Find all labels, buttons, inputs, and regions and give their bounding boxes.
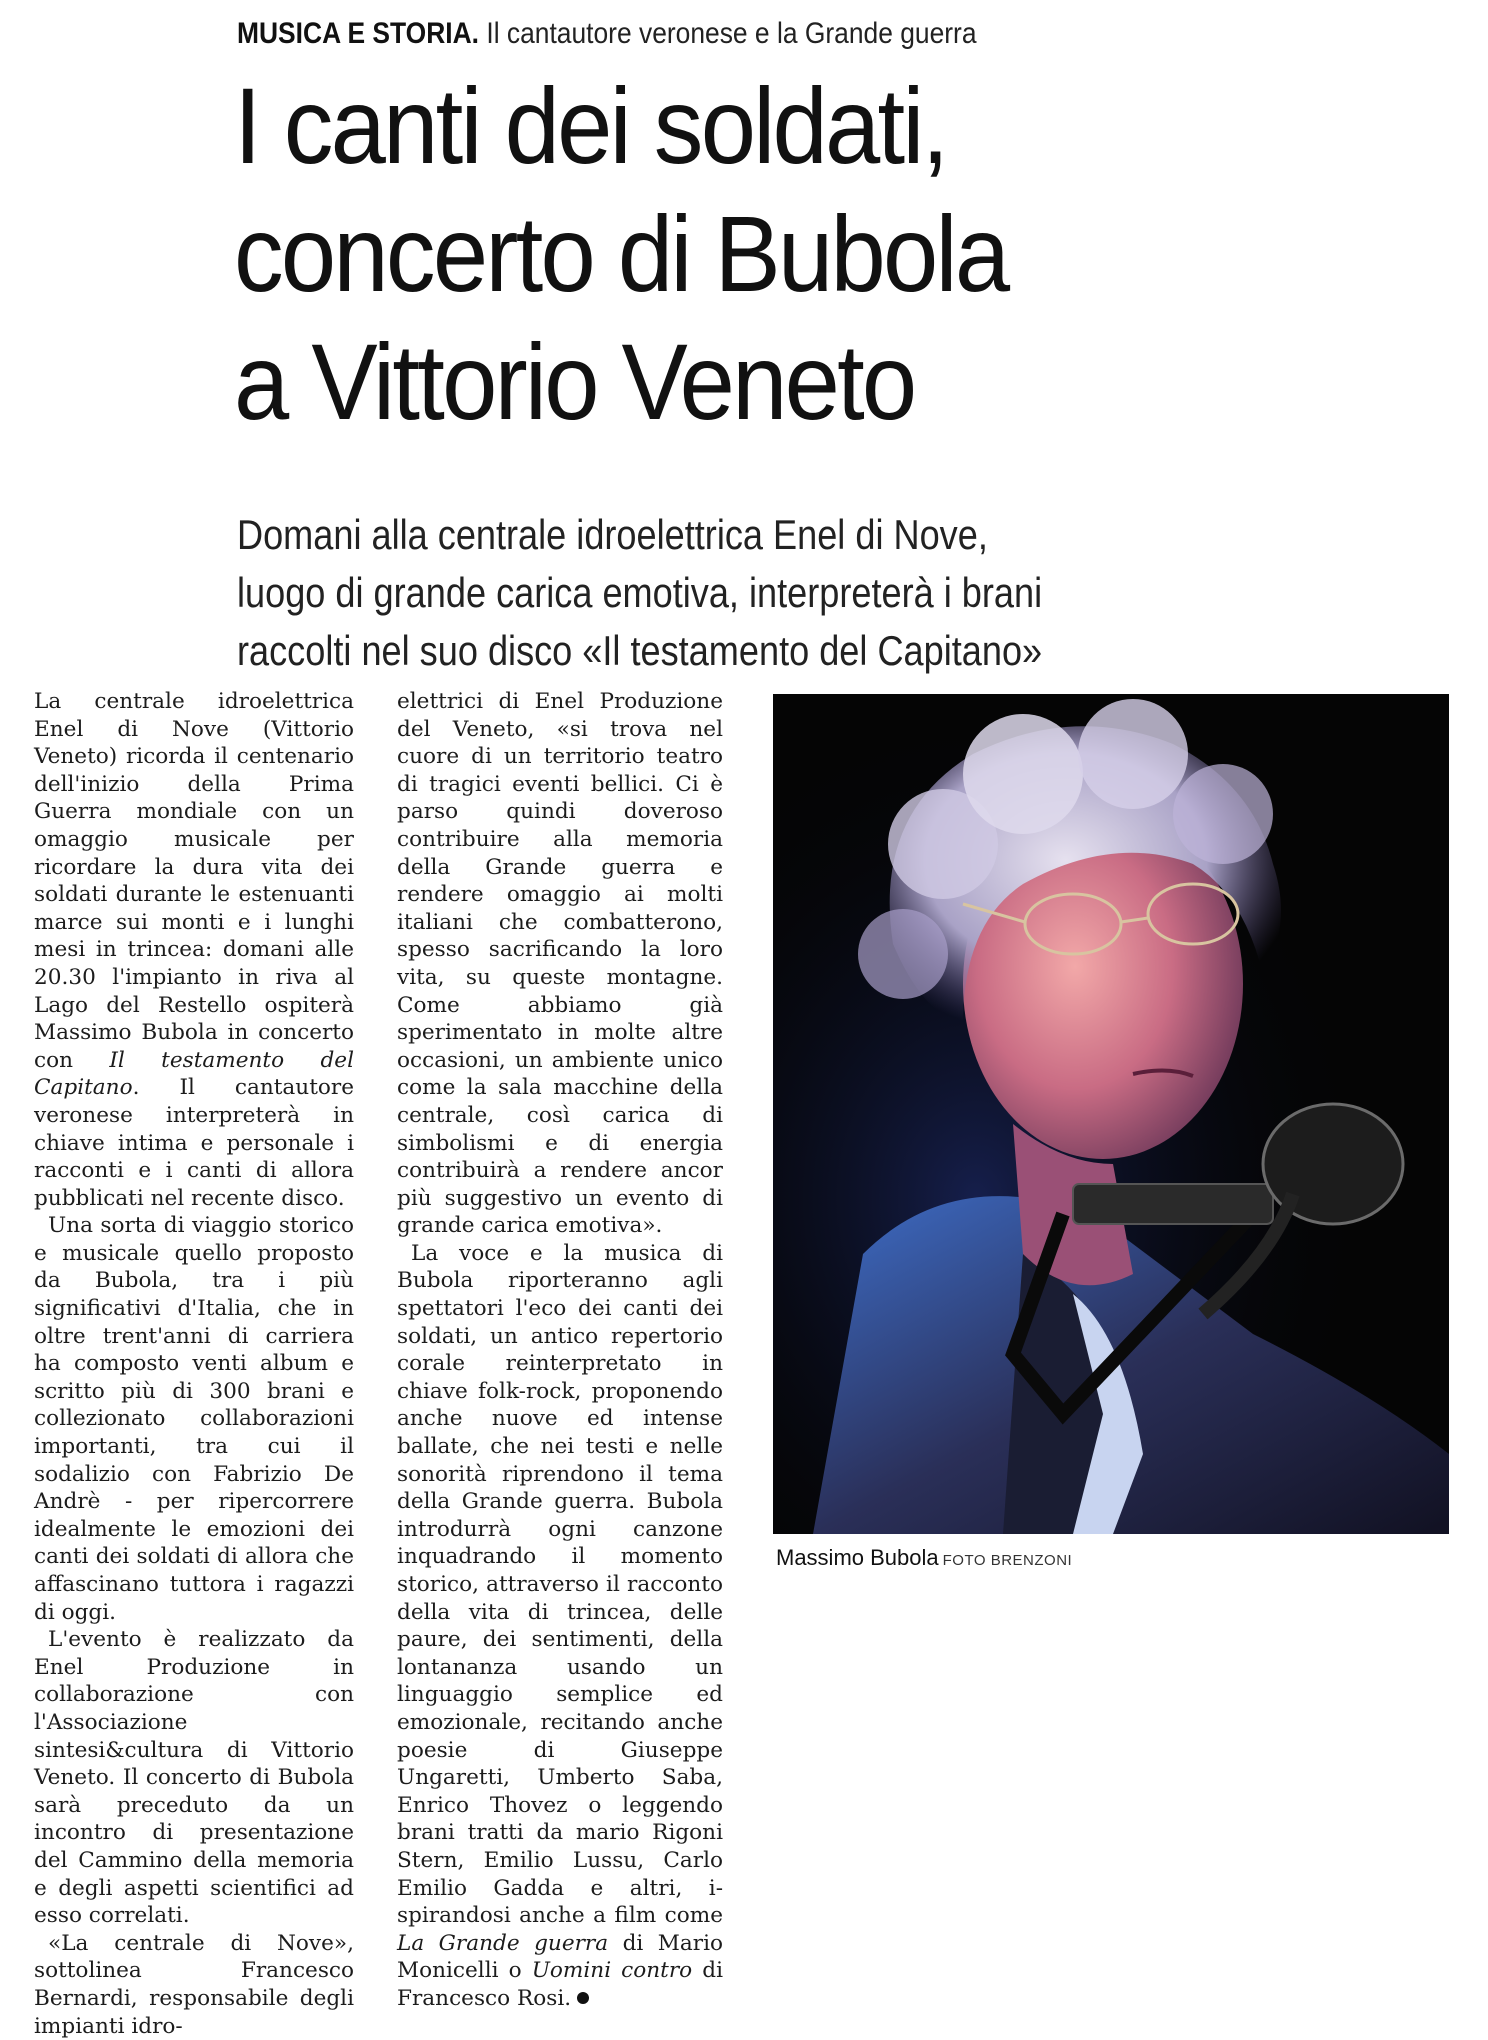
album-title: Il testamento del Capitano bbox=[34, 1047, 354, 1101]
paragraph: L'evento è realizzato da Enel Produzione in collaborazione con l'Associazione sintesi&cultura di Vittorio Veneto. Il concerto di Bubola sarà preceduto da un incontro di presentazione del Cammino della memoria e degli aspetti scientifici ad esso correlati. bbox=[34, 1627, 354, 1929]
caption-name: Massimo Bubola bbox=[776, 1545, 939, 1570]
photo-massimo-bubola bbox=[773, 694, 1449, 1534]
headline-line-3: a Vittorio Veneto bbox=[234, 321, 915, 442]
film-title: La Grande guerra bbox=[397, 1930, 609, 1956]
article-column-1 bbox=[34, 688, 354, 2040]
kicker-topic: Il cantautore veronese e la Grande guerra bbox=[486, 17, 977, 50]
photo-caption bbox=[776, 1545, 1072, 1571]
photo-credit: FOTO BRENZONI bbox=[942, 1552, 1073, 1569]
paragraph: La centrale idroelettrica Enel di Nove (Vittorio Veneto) ricorda il centenario dell'inizio della Prima Guerra mondiale con un omaggio musicale per ricordare la dura vita dei soldati durante le estenuanti marce sui monti e i lunghi mesi in trincea: domani alle 20.30 l'impianto in riva al Lago del Restello ospiterà Massimo Bubola in concerto con Il testamento del Capitano. Il cantautore veronese interpreterà in chiave intima e personale i racconti e i canti di allora pubblicati nel recente disco. bbox=[34, 689, 354, 1211]
paragraph: Una sorta di viaggio storico e musicale quello proposto da Bubola, tra i più significativi d'Italia, che in oltre trent'anni di carriera ha composto venti album e scritto più di 300 brani e collezionato collaborazioni importanti, tra cui il sodalizio con Fabrizio De Andrè - per ripercorrere idealmente le emozioni dei canti dei soldati di allora che affascinano tuttora i ragazzi di oggi. bbox=[34, 1213, 354, 1625]
headline-line-2: concerto di Bubola bbox=[234, 193, 1008, 314]
article-column-2 bbox=[397, 688, 723, 2013]
subhead-line-3: raccolti nel suo disco «Il testamento del Capitano» bbox=[237, 627, 1043, 674]
paragraph: elettrici di Enel Produzione del Veneto, «si trova nel cuore di un territorio teatro di tragici eventi bellici. Ci è parso quindi doveroso contribuire alla memoria della Grande guerra e rendere omaggio ai molti italiani che combatterono, spesso sacrificando la loro vita, su queste montagne. Come abbiamo già sperimentato in molte altre occasioni, un ambiente unico come la sala macchine della centrale, così carica di simbolismi e di energia contribuirà a rendere ancor più suggestivo un evento di grande carica emotiva». bbox=[397, 689, 723, 1239]
paragraph: «La centrale di Nove», sottolinea Francesco Bernardi, responsabile degli impianti idro- bbox=[34, 1930, 354, 2039]
subheadline bbox=[237, 506, 1437, 680]
subhead-line-1: Domani alla centrale idroelettrica Enel di Nove, bbox=[237, 511, 988, 558]
end-mark-icon bbox=[577, 1992, 589, 2004]
film-title: Uomini contro bbox=[531, 1958, 693, 1984]
section-label: MUSICA E STORIA. bbox=[237, 17, 480, 50]
subhead-line-2: luogo di grande carica emotiva, interpreterà i brani bbox=[237, 569, 1043, 616]
singer-portrait-illustration bbox=[773, 694, 1449, 1534]
headline-line-1: I canti dei soldati, bbox=[234, 65, 947, 186]
kicker bbox=[237, 14, 977, 54]
paragraph: La voce e la musica di Bubola riporteranno agli spettatori l'eco dei canti dei soldati, un antico repertorio corale reinterpretato in chiave folk-rock, proponendo anche nuove ed intense ballate, che nei testi e nelle sonorità riprendono il tema della Grande guerra. Bubola introdurrà ogni canzone inquadrando il momento storico, attraverso il racconto della vita di trincea, delle paure, dei sentimenti, della lontananza usando un linguaggio semplice ed emozionale, recitando anche poesie di Giuseppe Ungaretti, Umberto Saba, Enrico Thovez o leggendo brani tratti da mario Rigoni Stern, Emilio Lussu, Carlo Emilio Gadda e altri, i- spirandosi anche a film come La Grande guerra di Mario Monicelli o Uomini contro di Francesco Rosi. bbox=[397, 1240, 724, 2011]
headline bbox=[234, 62, 1414, 446]
